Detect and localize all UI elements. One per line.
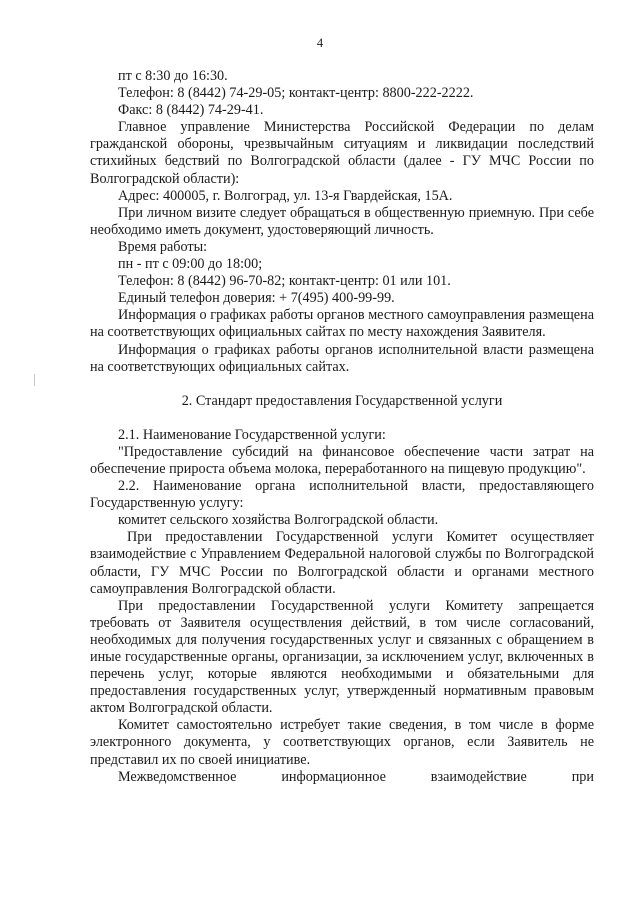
paragraph-phone: Телефон: 8 (8442) 74-29-05; контакт-центр: 8800-222-2222. [118,85,474,102]
paragraph-hotline: Единый телефон доверия: + 7(495) 400-99-99. [118,290,395,307]
paragraph-local-govt-info: Информация о графиках работы органов местного самоуправления размещена на соответствующих официальных сайтах по месту нахождения Заявителя. [90,307,594,341]
paragraph-service-name: "Предоставление субсидий на финансовое обеспечение части затрат на обеспечение прироста объема молока, переработанного на пищевую продукцию". [90,443,594,477]
document-body [90,68,594,786]
paragraph-interagency: Межведомственное информационное взаимодействие при [118,768,594,785]
page-number: 4 [316,36,324,50]
paragraph-interaction: При предоставлении Государственной услуги Комитет осуществляет взаимодействие с Управлением Федеральной налоговой службы по Волгоградской области, ГУ МЧС России по Волгоградской области и органами местного самоуправления Волгоградской области. [90,529,594,597]
paragraph-address: Адрес: 400005, г. Волгоград, ул. 13-я Гвардейская, 15А. [118,187,453,204]
paragraph-2-2: 2.2. Наименование органа исполнительной власти, предоставляющего Государственную услугу: [90,478,594,512]
paragraph-executive-info: Информация о графиках работы органов исполнительной власти размещена на соответствующих официальных сайтах. [90,341,594,375]
scan-edge-mark [34,374,35,386]
paragraph-committee: комитет сельского хозяйства Волгоградской области. [118,512,439,529]
paragraph-2-1: 2.1. Наименование Государственной услуги: [118,426,386,443]
paragraph-working-time-label: Время работы: [118,238,208,255]
paragraph-hours-friday: пт с 8:30 до 16:30. [118,68,228,84]
paragraph-prohibition: При предоставлении Государственной услуги Комитету запрещается требовать от Заявителя осуществления действий, в том числе согласований, необходимых для получения государственных услуг и связанных с обращением в иные государственные органы, организации, за исключением услуг, включенных в перечень услуг, которые являются необходимыми и обязательными для предоставления государственных услуг, утвержденный нормативным правовым актом Волгоградской области. [90,597,594,717]
paragraph-emergency-ministry: Главное управление Министерства Российской Федерации по делам гражданской обороны, чрезвычайным ситуациям и ликвидации последствий стихийных бедствий по Волгоградской области (далее - ГУ МЧС России по Волгоградской области): [90,119,594,187]
paragraph-visit: При личном визите следует обращаться в общественную приемную. При себе необходимо иметь документ, удостоверяющий личность. [90,204,594,238]
paragraph-fax: Факс: 8 (8442) 74-29-41. [118,102,264,119]
paragraph-working-hours: пн - пт с 09:00 до 18:00; [118,256,263,273]
section-heading: 2. Стандарт предоставления Государственной услуги [181,392,503,409]
paragraph-phone-2: Телефон: 8 (8442) 96-70-82; контакт-центр: 01 или 101. [118,273,451,290]
paragraph-self-request: Комитет самостоятельно истребует такие сведения, в том числе в форме электронного документа, у соответствующих органов, если Заявитель не представил их по своей инициативе. [90,717,594,768]
